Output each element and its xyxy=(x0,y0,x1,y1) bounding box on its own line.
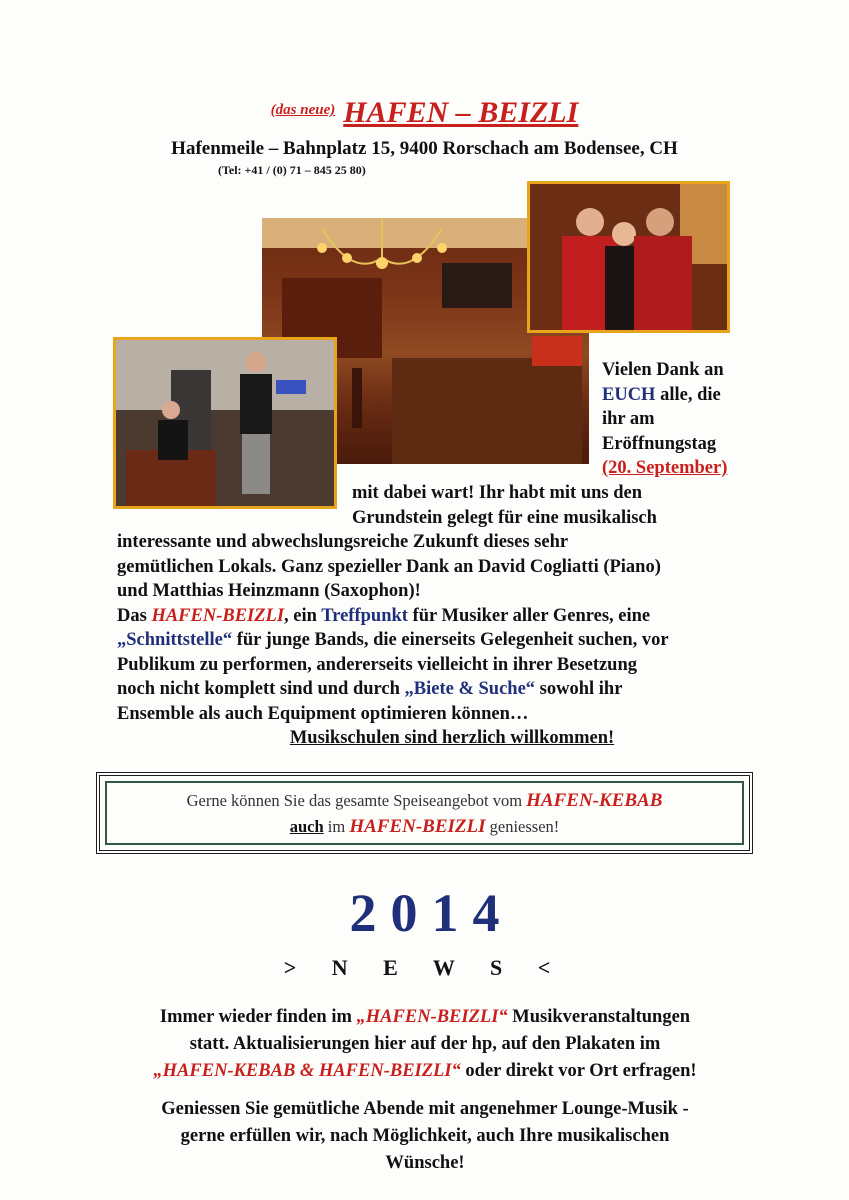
hafen-kebab-name: HAFEN-KEBAB xyxy=(526,790,663,811)
year-heading: 2014 xyxy=(349,883,514,943)
text-span: oder direkt vor Ort erfragen! xyxy=(460,1061,697,1081)
hafen-beizli-name: HAFEN-BEIZLI xyxy=(151,605,285,626)
thanks-line: ihr am xyxy=(602,409,655,429)
address: Hafenmeile – Bahnplatz 15, 9400 Rorschach am Bodensee, CH xyxy=(171,138,678,159)
body-line: gemütlichen Lokals. Ganz spezieller Dank an David Cogliatti (Piano) xyxy=(117,556,661,577)
staff-photo xyxy=(527,181,730,333)
body-line: mit dabei wart! Ihr habt mit uns den xyxy=(352,483,643,503)
body-line: Ensemble als auch Equipment optimieren können… xyxy=(117,703,529,724)
hafen-beizli-name: HAFEN-BEIZLI xyxy=(349,816,486,837)
opening-date: (20. September) xyxy=(602,458,728,478)
text-span: , ein xyxy=(284,605,322,626)
text-span: Gerne können Sie das gesamte Speiseangebot vom xyxy=(186,791,527,810)
staff-illustration xyxy=(530,184,727,330)
news-line xyxy=(90,1058,760,1085)
body-line xyxy=(117,604,757,629)
text-span: für Musiker aller Genres, eine xyxy=(407,605,651,626)
thanks-line: Vielen Dank an xyxy=(602,360,724,380)
body-line: und Matthias Heinzmann (Saxophon)! xyxy=(117,581,421,601)
text-span: noch nicht komplett sind und durch xyxy=(117,679,405,699)
text-span: Das xyxy=(117,605,152,626)
body-line: interessante und abwechslungsreiche Zukunft dieses sehr xyxy=(117,532,569,552)
text-span: Musikveranstaltungen xyxy=(507,1007,691,1027)
box-line xyxy=(100,788,749,814)
news-line: statt. Aktualisierungen hier auf der hp, auf den Plakaten im xyxy=(189,1034,661,1054)
news-line: Geniessen Sie gemütliche Abende mit angenehmer Lounge-Musik - xyxy=(161,1099,689,1119)
title-prefix: (das neue) xyxy=(270,102,336,118)
title-line xyxy=(0,96,849,130)
body-text xyxy=(117,481,757,751)
euch-highlight: EUCH xyxy=(602,384,656,405)
biete-suche-highlight: „Biete & Suche“ xyxy=(404,679,536,699)
auch-word: auch xyxy=(289,817,324,836)
news-line xyxy=(90,1004,760,1031)
text-span: sowohl ihr xyxy=(535,679,623,699)
body-line xyxy=(117,677,757,702)
text-span: geniessen! xyxy=(485,817,560,836)
schnittstelle-highlight: „Schnittstelle“ xyxy=(117,630,233,650)
lounge-paragraph xyxy=(90,1096,760,1177)
thanks-block xyxy=(602,358,762,481)
body-line: Publikum zu performen, andererseits vielleicht in ihrer Besetzung xyxy=(117,654,638,675)
text-span: Immer wieder finden im xyxy=(159,1007,357,1027)
body-line xyxy=(117,628,757,653)
box-line xyxy=(100,814,749,840)
treffpunkt-highlight: Treffpunkt xyxy=(321,605,408,626)
box-text xyxy=(100,788,749,840)
page-title: HAFEN – BEIZLI xyxy=(343,96,579,129)
text-span: für junge Bands, die einerseits Gelegenheit suchen, vor xyxy=(232,630,669,650)
text-span: im xyxy=(323,817,350,836)
kebab-beizli-name: „HAFEN-KEBAB & HAFEN-BEIZLI“ xyxy=(153,1061,461,1081)
thanks-line: Eröffnungstag xyxy=(602,433,717,454)
news-line: Wünsche! xyxy=(385,1153,465,1173)
phone-number: (Tel: +41 / (0) 71 – 845 25 80) xyxy=(218,163,366,177)
body-line: Grundstein gelegt für eine musikalisch xyxy=(352,507,657,528)
kebab-info-box xyxy=(96,772,753,854)
thanks-line xyxy=(602,383,762,408)
news-paragraph xyxy=(90,1004,760,1085)
music-schools-welcome: Musikschulen sind herzlich willkommen! xyxy=(289,728,615,748)
thanks-line-rest: alle, die xyxy=(655,384,721,405)
news-line: gerne erfüllen wir, nach Möglichkeit, auch Ihre musikalischen xyxy=(180,1126,670,1146)
hafen-beizli-name: „HAFEN-BEIZLI“ xyxy=(356,1007,508,1027)
news-heading: > N E W S < xyxy=(283,955,566,980)
